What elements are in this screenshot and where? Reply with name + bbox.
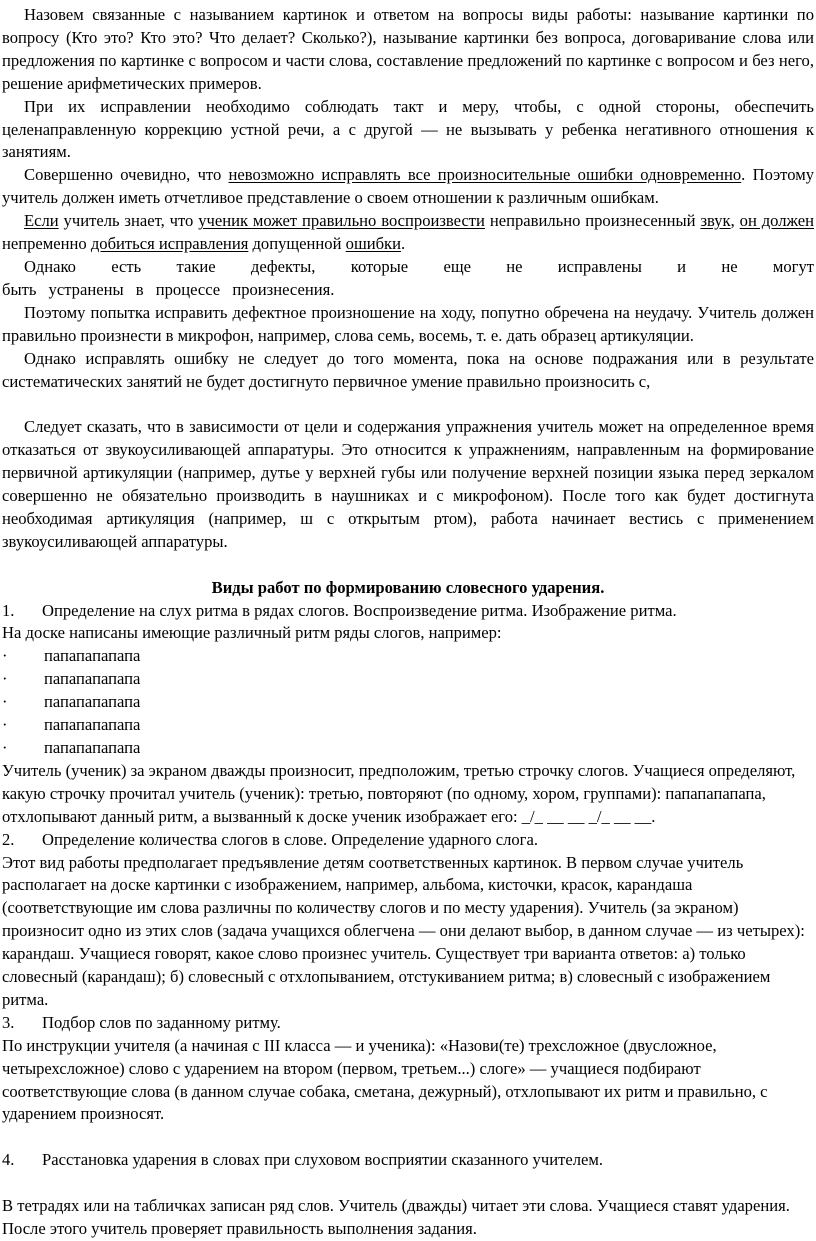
text-run: непременно [2,234,91,254]
underlined-phrase: ученик может правильно воспроизвести [198,211,485,231]
bullet-mark: · [2,692,8,712]
blank-line [2,1126,814,1149]
underlined-phrase: звук [700,211,731,231]
paragraph-correction-tact: При их исправлении необходимо соблюдать такт и меру, чтобы, с одной стороны, обеспечить целенаправленную коррекцию устной речи, а с другой — не вызывать у ребенка негативного отношения к занятиям. [2,96,814,162]
text-run: . [400,234,406,254]
text-run: допущенной [248,234,346,254]
syllable-text: папапапапапа [44,669,141,689]
item1-intro: На доске написаны имеющие различный ритм ряды слогов, например: [2,623,502,643]
underlined-phrase: ошибки [345,234,401,254]
numbered-item-4 [2,1149,814,1172]
paragraph-on-the-fly: Поэтому попытка исправить дефектное произношение на ходу, попутно обречена на неудачу. Учитель должен правильно произнести в микрофон, например, слова семь, восемь, т. е. дать образец артикуляции. [2,302,814,345]
paragraph-defects-line1: Однако есть такие дефекты, которые еще не исправлены и не могут [24,256,814,276]
bullet-mark: · [2,715,8,735]
text-run: учитель знает, что [58,211,199,231]
item2-body: Этот вид работы предполагает предъявление детям соответственных картинок. В первом случае учитель располагает на доске картинки с изображением, например, альбома, кисточки, красок, карандаша (соответствующие им слова различны по количеству слогов и по месту ударения). Учитель (за экраном) произносит одно из этих слов (задача учащихся облегчена — они делают выбор, в данном случае — из четырех): карандаш. Учащиеся говорят, какое слово произнес учитель. Существует три варианта ответов: а) только словесный (карандаш); б) словесный с отхлопыванием, отстукиванием ритма; в) словесный с изображением ритма. [2,852,805,1009]
item-title: Определение количества слогов в слове. Определение ударного слога. [42,829,538,849]
item-number: 3. [2,1012,15,1032]
paragraph-errors-at-once [2,164,814,210]
bullet-mark: · [2,669,8,689]
item-number: 1. [2,600,15,620]
text-run: , [730,211,740,231]
text-run: Совершенно очевидно, что [24,165,229,185]
syllable-row [2,668,814,691]
bullet-mark: · [2,646,8,666]
syllable-row [2,645,814,668]
paragraph-amplification: Следует сказать, что в зависимости от цели и содержания упражнения учитель может на определенное время отказаться от звукоусиливающей аппаратуры. Это относится к упражнениям, направленным на формирование первичной артикуляции (например, дутье у верхней губы или получение верхней позиции языка перед зеркалом совершенно не обязательно производить в наушниках и с микрофоном). После того как будет достигнута необходимая артикуляция (например, ш с открытым ртом), работа начинает вестись с применением звукоусиливающей аппаратуры. [2,417,814,551]
syllable-text: папапапапапа [44,715,141,735]
paragraph-teacher-knows [2,210,814,256]
numbered-item-3 [2,1012,814,1035]
item-number: 2. [2,829,15,849]
underlined-phrase: добиться исправления [90,234,249,254]
paragraph-naming-pictures: Назовем связанные с называнием картинок и ответом на вопросы виды работы: называние картинки по вопросу (Кто это? Кто это? Что делает? Сколько?), называние картинки без вопроса, договаривание слова или предложения по картинке с вопросом и части слова, составление предложений по картинке с вопросом и без него, решение арифметических примеров. [2,5,814,93]
syllable-row [2,737,814,760]
item-number: 4. [2,1150,15,1170]
item-title: Определение на слух ритма в рядах слогов. Воспроизведение ритма. Изображение ритма. [42,600,677,620]
syllable-text: папапапапапа [44,646,141,666]
blank-line [2,393,814,416]
text-run: . Поэтому учитель должен иметь отчетливое представление о своем отношении к различным ошибкам. [2,165,814,208]
item-title: Подбор слов по заданному ритму. [42,1012,281,1032]
item3-body: По инструкции учителя (а начиная с III класса — и ученика): «Назови(те) трехсложное (двусложное, четырехсложное) слово с ударением на втором (первом, третьем...) слоге» — учащиеся подбирают соответствующие слова (в данном случае собака, сметана, дежурный), отхлопывают их ритм и правильно, с ударением произносят. [2,1035,768,1124]
syllable-row [2,714,814,737]
syllable-text: папапапапапа [44,737,141,757]
syllable-text: папапапапапа [44,692,141,712]
underlined-phrase: Если [24,211,59,231]
item1-body: Учитель (ученик) за экраном дважды произносит, предположим, третью строчку слогов. Учащиеся определяют, какую строчку прочитал учитель (ученик): третью, повторяют (по одному, хором, группами): папапапапапа, отхлопывают данный ритм, а вызванный к доске ученик изображает его: _/_ __ __ _/_ __ __. [2,760,796,826]
syllable-row [2,691,814,714]
text-run: неправильно произнесенный [484,211,701,231]
item-title: Расстановка ударения в словах при слуховом восприятии сказанного учителем. [42,1150,603,1170]
numbered-item-2 [2,829,814,852]
paragraph-defects-line2: быть устранены в процессе произнесения. [2,279,335,299]
underlined-phrase: он должен [739,211,815,231]
bullet-mark: · [2,737,8,757]
underlined-phrase: невозможно исправлять все произносительные ошибки одновременно [228,165,742,185]
item4-body: В тетрадях или на табличках записан ряд слов. Учитель (дважды) читает эти слова. Учащиеся ставят ударения. После этого учитель проверяет правильность выполнения задания. [2,1196,790,1238]
section-heading: Виды работ по формированию словесного ударения. [211,577,605,597]
numbered-item-1 [2,600,814,623]
blank-line [2,1172,814,1195]
paragraph-imitation: Однако исправлять ошибку не следует до того момента, пока на основе подражания или в результате систематических занятий не будет достигнуто первичное умение правильно произносить с, [2,348,814,391]
blank-line [2,554,814,577]
